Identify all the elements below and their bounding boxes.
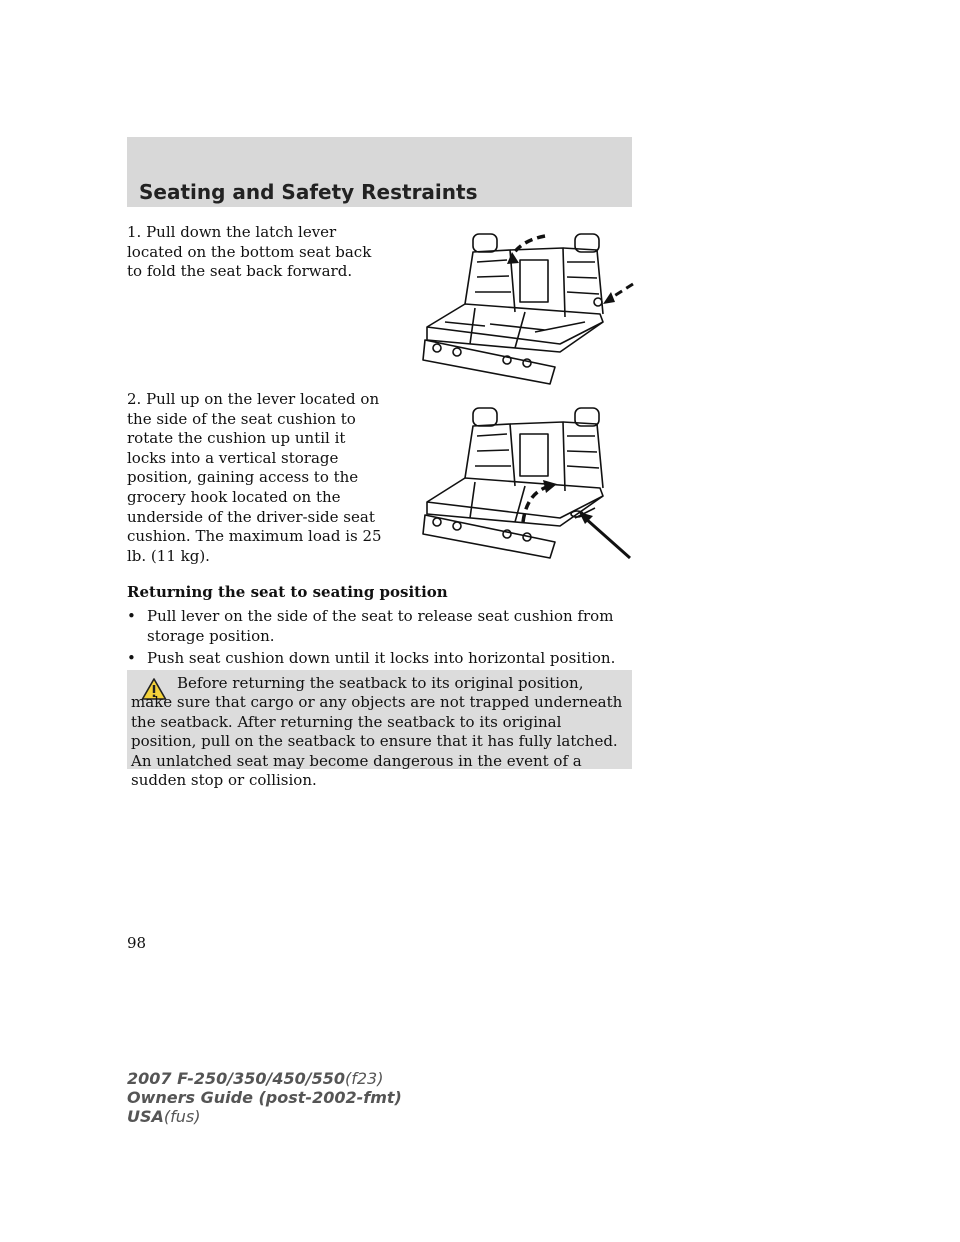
section-title: Seating and Safety Restraints — [139, 180, 478, 204]
step-2-text: 2. Pull up on the lever located on the side of the seat cushion to rotate the cushion up until it locks into a vertical storage position, gaining access to the grocery hook located on the underside of the driver-side seat cushion. The maximum load is 25 lb. (11 kg). — [127, 390, 382, 565]
list-item: • Push seat cushion down until it locks into horizontal position. — [127, 649, 616, 667]
footer-model-code: (f23) — [345, 1069, 384, 1088]
footer — [127, 1069, 402, 1126]
seat-fold-illustration — [415, 222, 635, 390]
section-header — [127, 137, 632, 207]
footer-model: 2007 F-250/350/450/550 — [127, 1069, 345, 1088]
cushion-storage-illustration — [415, 400, 635, 570]
bullet-icon: • — [127, 607, 136, 625]
warning-text: Before returning the seatback to its original position, make sure that cargo or any objects are not trapped underneath the seatback. After returning the seatback to its original position, pull on the seatback to ensure that it has fully latched. An unlatched seat may become dangerous in the event of a sudden stop or collision. — [131, 674, 623, 790]
step-1-text: 1. Pull down the latch lever located on the bottom seat back to fold the seat back forward. — [127, 223, 372, 281]
returning-heading: Returning the seat to seating position — [127, 583, 448, 601]
footer-guide: Owners Guide (post-2002-fmt) — [127, 1088, 402, 1107]
footer-market: USA — [127, 1107, 164, 1126]
warning-box — [127, 670, 632, 790]
footer-market-code: (fus) — [163, 1107, 201, 1126]
bullet-icon: • — [127, 649, 136, 667]
page-number: 98 — [127, 934, 147, 952]
list-item: • Pull lever on the side of the seat to release seat cushion from storage position. — [127, 607, 614, 645]
